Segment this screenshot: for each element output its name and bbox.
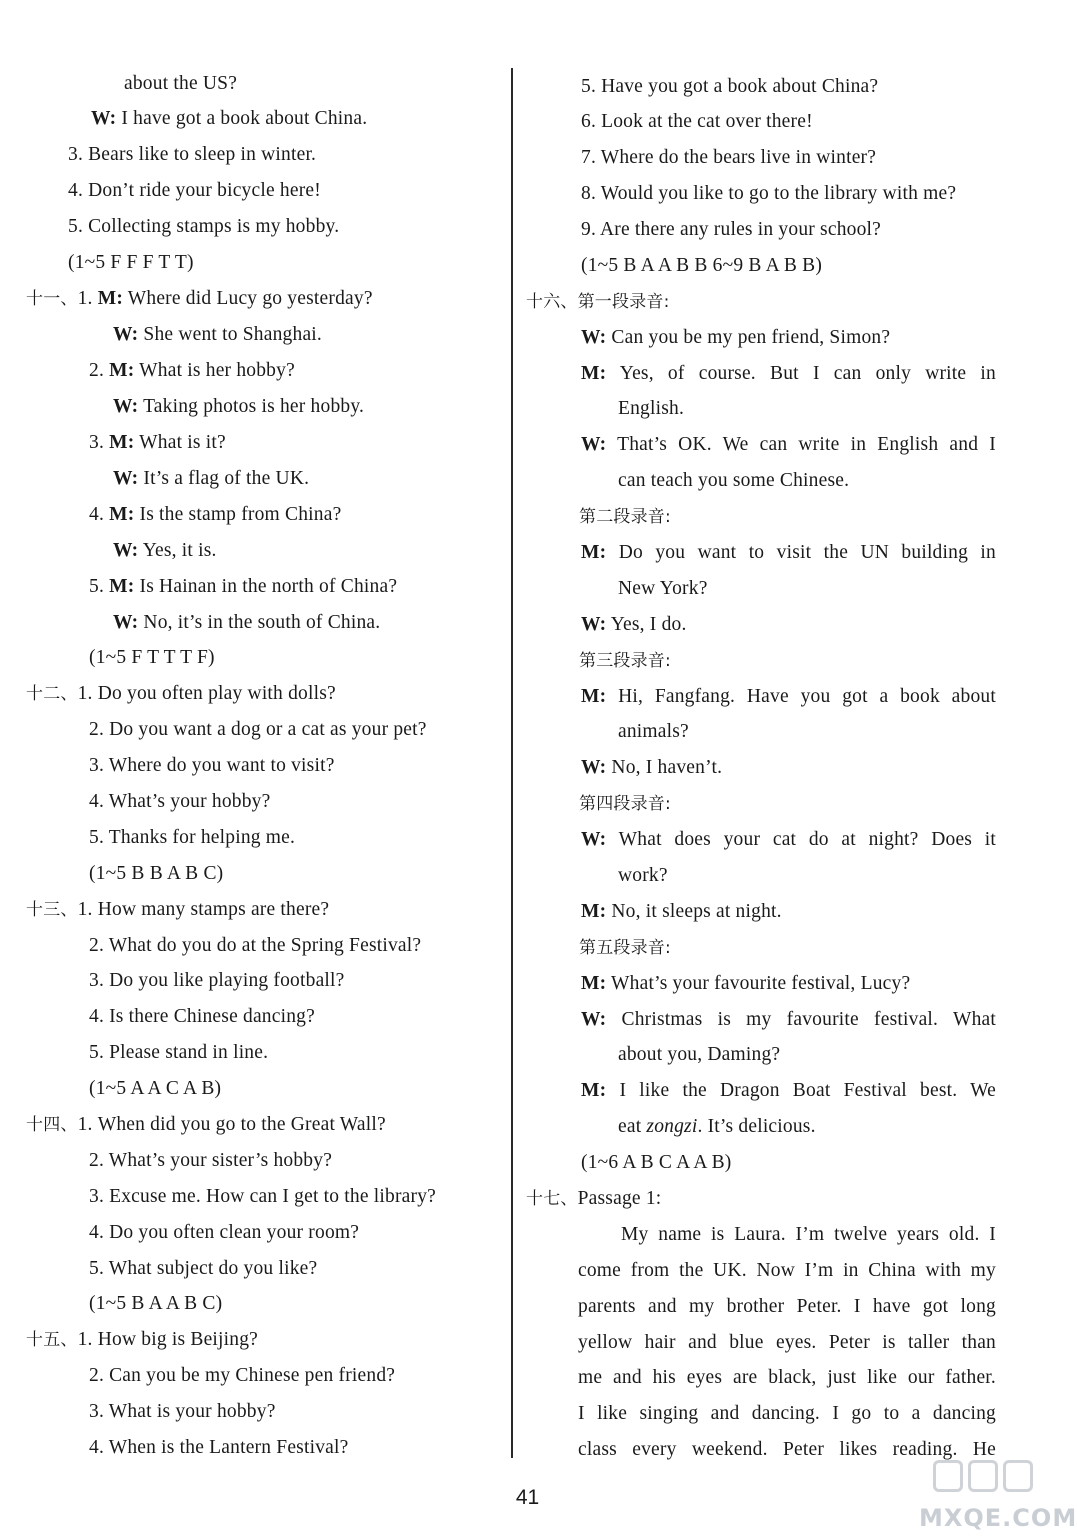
text-line: 4. When is the Lantern Festival? [89, 1437, 349, 1458]
speaker-label: W: [581, 614, 607, 635]
dialogue-line [581, 828, 996, 852]
speaker-label: M: [581, 542, 607, 563]
section-label: 十一、 [26, 289, 78, 309]
answer-key: (1~5 B A A B B 6~9 B A B B) [581, 255, 823, 276]
text-line: 9. Are there any rules in your school? [581, 219, 882, 240]
section-label: 十四、 [26, 1115, 78, 1135]
dialogue-line [89, 503, 341, 527]
line-text: It’s a flag of the UK. [143, 468, 310, 489]
recording-label [579, 936, 671, 960]
line-text: Is Hainan in the north of China? [139, 576, 398, 597]
recording-label-text: 第四段录音: [579, 794, 671, 814]
dialogue-line [581, 326, 890, 350]
text-line: 2. Do you want a dog or a cat as your pet? [89, 719, 427, 740]
answer-key: (1~5 F T T T F) [89, 647, 215, 668]
section-17-header [526, 1187, 661, 1211]
section-label: 十三、 [26, 900, 78, 920]
line-text: Taking photos is her hobby. [143, 396, 365, 417]
text-line: 3. Excuse me. How can I get to the library? [89, 1186, 437, 1207]
line-text: Can you be my pen friend, Simon? [611, 327, 891, 348]
speaker-label: W: [581, 757, 607, 778]
speaker-label: W: [581, 434, 607, 455]
recording-label-text: 第五段录音: [579, 938, 671, 958]
speaker-label: W: [113, 540, 139, 561]
text-line [618, 1115, 816, 1139]
speaker-label: M: [109, 360, 135, 381]
recording-label: 第一段录音: [577, 292, 670, 312]
dialogue-line [89, 431, 226, 455]
line-text: Is the stamp from China? [139, 504, 342, 525]
line-text: That’s OK. We can write in English and I [617, 434, 996, 455]
answer-key: (1~5 B B A B C) [89, 863, 224, 884]
text-line: 2. What do you do at the Spring Festival? [89, 935, 422, 956]
item-number: 4. [89, 504, 105, 525]
line-text: Yes, I do. [610, 614, 687, 635]
speaker-label: W: [113, 468, 139, 489]
line-text: Christmas is my favourite festival. What [621, 1009, 996, 1030]
watermark-glyph-box [968, 1460, 998, 1492]
dialogue-line [113, 539, 217, 563]
speaker-label: M: [97, 288, 124, 309]
speaker-label: M: [109, 504, 135, 525]
dialogue-line [113, 323, 322, 347]
speaker-label: M: [581, 973, 607, 994]
speaker-label: M: [581, 1080, 607, 1101]
speaker-label: W: [113, 396, 139, 417]
text-line: 4. Is there Chinese dancing? [89, 1006, 315, 1027]
text-line: 3. Bears like to sleep in winter. [68, 144, 317, 165]
watermark-text: MXQE.COM [919, 1504, 1077, 1532]
item-number: 1. [77, 288, 93, 309]
answer-key: (1~6 A B C A A B) [581, 1152, 732, 1173]
italic-word: zongzi [646, 1116, 698, 1137]
dialogue-line [581, 900, 782, 924]
line-text: No, it sleeps at night. [611, 901, 782, 922]
text-line: 8. Would you like to go to the library with me? [581, 183, 957, 204]
line-text: What is it? [139, 432, 226, 453]
dialogue-line [113, 611, 380, 635]
text-line: 5. Thanks for helping me. [89, 827, 296, 848]
text-line: 7. Where do the bears live in winter? [581, 147, 877, 168]
dialogue-line [581, 685, 996, 709]
text-line: 4. What’s your hobby? [89, 791, 271, 812]
speaker-label: W: [581, 829, 607, 850]
site-watermark [919, 1460, 1077, 1532]
speaker-label: W: [113, 612, 139, 633]
recording-label [579, 649, 671, 673]
line-text: Yes, of course. But I can only write in [619, 363, 996, 384]
text-line: work? [618, 865, 668, 886]
line-text: What does your cat do at night? Does it [618, 829, 997, 850]
text-line: animals? [618, 721, 689, 742]
section-15-first-line [26, 1328, 258, 1352]
passage-line: I like singing and dancing. I go to a dancing [578, 1403, 996, 1424]
section-13-first-line [26, 898, 329, 922]
dialogue-line [581, 433, 996, 457]
text-line: 5. Collecting stamps is my hobby. [68, 216, 340, 237]
passage-line: me and his eyes are black, just like our father. [578, 1367, 996, 1388]
speaker-label: W: [581, 1009, 607, 1030]
item-number: 5. [89, 576, 105, 597]
text-line: 4. Don’t ride your bicycle here! [68, 180, 321, 201]
line-text: eat [618, 1116, 647, 1137]
speaker-label: M: [581, 901, 607, 922]
dialogue-line [581, 1079, 996, 1103]
answer-key: (1~5 A A C A B) [89, 1078, 222, 1099]
text-line: 6. Look at the cat over there! [581, 111, 813, 132]
text-line: can teach you some Chinese. [618, 470, 850, 491]
speaker-label: W: [581, 327, 607, 348]
watermark-glyph-box [1003, 1460, 1033, 1492]
section-label: 十二、 [26, 684, 78, 704]
line-text: I have got a book about China. [121, 108, 368, 129]
line-text: 1. How many stamps are there? [77, 899, 330, 920]
text-line: English. [618, 398, 685, 419]
item-number: 2. [89, 360, 105, 381]
page-number: 41 [515, 1486, 540, 1509]
dialogue-line [113, 467, 309, 491]
line-text: Where did Lucy go yesterday? [127, 288, 373, 309]
dialogue-line [89, 359, 295, 383]
recording-label-text: 第三段录音: [579, 651, 671, 671]
answer-key: (1~5 B A A B C) [89, 1293, 223, 1314]
section-12-first-line [26, 682, 336, 706]
section-14-first-line [26, 1113, 386, 1137]
recording-label [579, 792, 671, 816]
passage-line: yellow hair and blue eyes. Peter is taller than [578, 1332, 996, 1353]
line-text: Hi, Fangfang. Have you got a book about [618, 686, 996, 707]
speaker-label: W: [91, 108, 117, 129]
passage-title: Passage 1: [577, 1188, 662, 1209]
text-line: 2. Can you be my Chinese pen friend? [89, 1365, 396, 1386]
dialogue-line [91, 107, 367, 131]
speaker-label: M: [581, 686, 607, 707]
text-line: 3. Do you like playing football? [89, 970, 345, 991]
section-label: 十六、 [526, 292, 578, 312]
item-number: 3. [89, 432, 105, 453]
line-text: What’s your favourite festival, Lucy? [611, 973, 911, 994]
line-text: 1. How big is Beijing? [77, 1329, 259, 1350]
text-line: 3. Where do you want to visit? [89, 755, 335, 776]
line-text: 1. Do you often play with dolls? [77, 683, 336, 704]
dialogue-line [581, 541, 996, 565]
line-text: What is her hobby? [139, 360, 295, 381]
line-text: No, I haven’t. [611, 757, 723, 778]
speaker-label: M: [109, 576, 135, 597]
speaker-label: W: [113, 324, 139, 345]
dialogue-line [581, 972, 910, 996]
dialogue-line [581, 362, 996, 386]
passage-line: My name is Laura. I’m twelve years old. I [621, 1224, 996, 1245]
section-label: 十七、 [526, 1189, 578, 1209]
line-text: 1. When did you go to the Great Wall? [77, 1114, 386, 1135]
line-text: Do you want to visit the UN building in [618, 542, 996, 563]
column-divider [511, 68, 513, 1458]
section-11-first-line [26, 287, 373, 311]
text-line: 5. Have you got a book about China? [581, 76, 879, 97]
dialogue-line [581, 1008, 996, 1032]
text-line: 2. What’s your sister’s hobby? [89, 1150, 333, 1171]
section-16-header [526, 290, 670, 314]
line-text: . It’s delicious. [697, 1116, 816, 1137]
passage-line: class every weekend. Peter likes reading. He [578, 1439, 996, 1460]
line-text: She went to Shanghai. [143, 324, 323, 345]
text-line: New York? [618, 578, 708, 599]
dialogue-line [581, 613, 687, 637]
passage-line: parents and my brother Peter. I have got long [578, 1296, 996, 1317]
passage-line: come from the UK. Now I’m in China with my [578, 1260, 996, 1281]
line-text: I like the Dragon Boat Festival best. We [619, 1080, 997, 1101]
line-text: Yes, it is. [142, 540, 217, 561]
dialogue-line [113, 395, 364, 419]
dialogue-line [89, 575, 397, 599]
watermark-glyph-box [933, 1460, 963, 1492]
section-label: 十五、 [26, 1330, 78, 1350]
text-line: 5. What subject do you like? [89, 1258, 318, 1279]
line-text: No, it’s in the south of China. [143, 612, 381, 633]
dialogue-line [581, 756, 722, 780]
text-line: about you, Daming? [618, 1044, 781, 1065]
text-line: 5. Please stand in line. [89, 1042, 269, 1063]
answer-key: (1~5 F F F T T) [68, 252, 194, 273]
text-line: 3. What is your hobby? [89, 1401, 276, 1422]
recording-label [579, 505, 671, 529]
text-line: about the US? [124, 73, 238, 94]
text-line: 4. Do you often clean your room? [89, 1222, 360, 1243]
recording-label-text: 第二段录音: [579, 507, 671, 527]
speaker-label: M: [581, 363, 607, 384]
speaker-label: M: [109, 432, 135, 453]
